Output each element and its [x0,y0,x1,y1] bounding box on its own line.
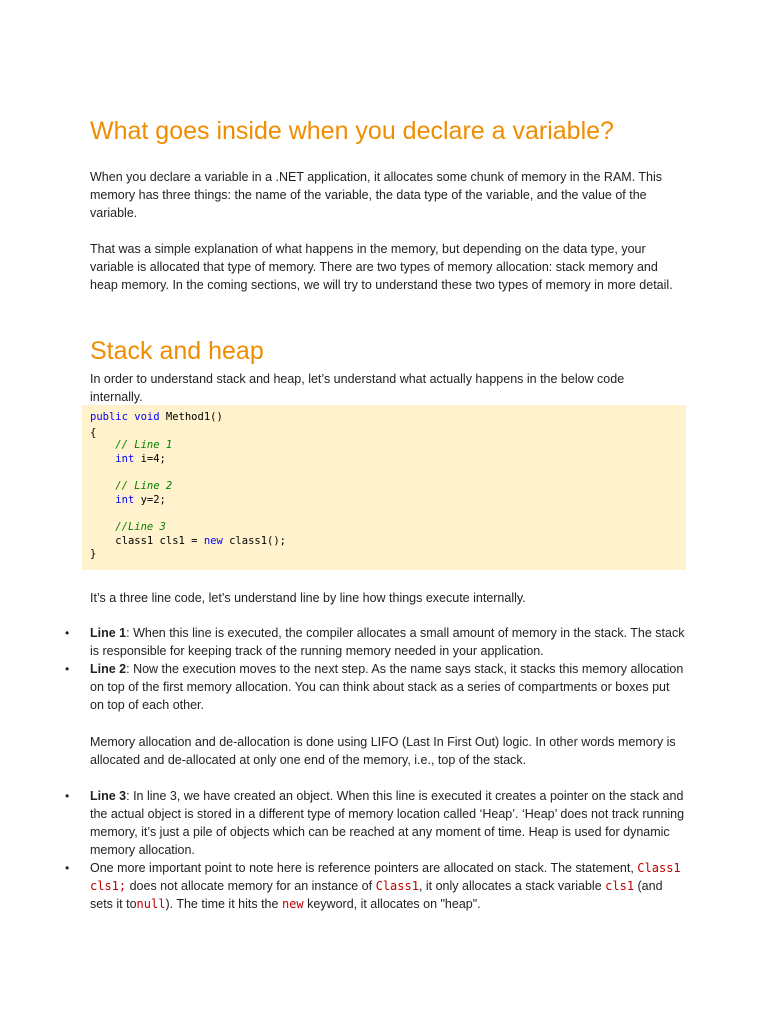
bullet-icon: • [65,662,70,676]
code-text: i=4; [140,453,166,465]
code-line-4 [90,453,166,466]
list-item-text: One more important point to note here is reference pointers are allocated on stack. The statement, [90,861,638,875]
code-line-5 [90,480,172,493]
bullet-icon: • [65,861,70,875]
code-line-7 [90,521,166,534]
code-line-1 [90,411,223,424]
code-keyword: void [134,411,160,423]
code-text: Method1() [165,411,223,423]
code-keyword: int [115,494,135,506]
list-item-continuation: Memory allocation and de-allocation is done using LIFO (Last In First Out) logic. In other words memory is allocated and de-allocated at only one end of the memory, i.e., top of the stack. [90,735,676,767]
code-text: class1 cls1 = [115,535,204,547]
code-comment: // Line 1 [115,439,173,451]
list-item-text: : When this line is executed, the compiler allocates a small amount of memory in the stack. The stack is responsible for keeping track of the running memory needed in your application. [90,626,685,658]
code-line-8 [90,535,286,548]
list-item-text: does not allocate memory for an instance of [126,879,376,893]
code-comment: //Line 3 [115,521,166,533]
list-item-label: Line 1 [90,626,127,640]
explanation-paragraph: That was a simple explanation of what happens in the memory, but depending on the data type, your variable is allocated that type of memory. There are two types of memory allocation: stack memory and heap memory. In the coming sections, we will try to understand these two types of memory in more detail. [90,242,673,292]
list-item [65,859,686,913]
code-text: class1(); [222,535,286,547]
code-text: y=2; [140,494,166,506]
section-heading: Stack and heap [90,337,264,365]
list-item [65,787,686,859]
page-title: What goes inside when you declare a variable? [90,117,614,145]
list-item [65,660,686,714]
list-item [65,624,686,660]
list-item-text: (and sets it to [90,879,663,911]
list-item-text: : Now the execution moves to the next step. As the name says stack, it stacks this memory allocation on top of the first memory allocation. You can think about stack as a series of compartments or boxes put on top of each other. [90,662,684,712]
bullet-icon: • [65,626,70,640]
three-line-paragraph: It’s a three line code, let’s understand line by line how things execute internally. [90,591,526,605]
list-item-text: : In line 3, we have created an object. When this line is executed it creates a pointer on the stack and the actual object is stored in a different type of memory location called ‘Heap’. ‘Heap’ does not track running memory, it’s just a pile of objects which can be reached at any moment of time. Heap is used for dynamic memory allocation. [90,789,685,857]
intro-paragraph: When you declare a variable in a .NET application, it allocates some chunk of memory in the RAM. This memory has three things: the name of the variable, the data type of the variable, and the value of the variable. [90,170,663,220]
bullet-icon: • [65,789,70,803]
code-line-2: { [90,427,97,439]
code-comment: // Line 2 [115,480,173,492]
inline-code: null [136,897,166,911]
list-item-label: Line 3 [90,789,127,803]
inline-code: Class1 [375,879,419,893]
inline-code: cls1 [605,879,635,893]
code-keyword: int [115,453,135,465]
code-keyword: new [203,535,223,547]
code-line-6 [90,494,166,507]
code-line-9: } [90,548,97,560]
list-item-text: ). The time it hits the [165,897,282,911]
code-block [82,405,686,570]
inline-code: new [281,897,304,911]
stack-heap-intro-paragraph: In order to understand stack and heap, let’s understand what actually happens in the below code internally. [90,372,625,404]
list-item-text: , it only allocates a stack variable [418,879,606,893]
code-line-3 [90,439,172,452]
inline-code: Class1 cls1; [90,861,681,893]
list-item-text: keyword, it allocates on "heap". [303,897,481,911]
list-item-label: Line 2 [90,662,127,676]
code-keyword: public [90,411,128,423]
